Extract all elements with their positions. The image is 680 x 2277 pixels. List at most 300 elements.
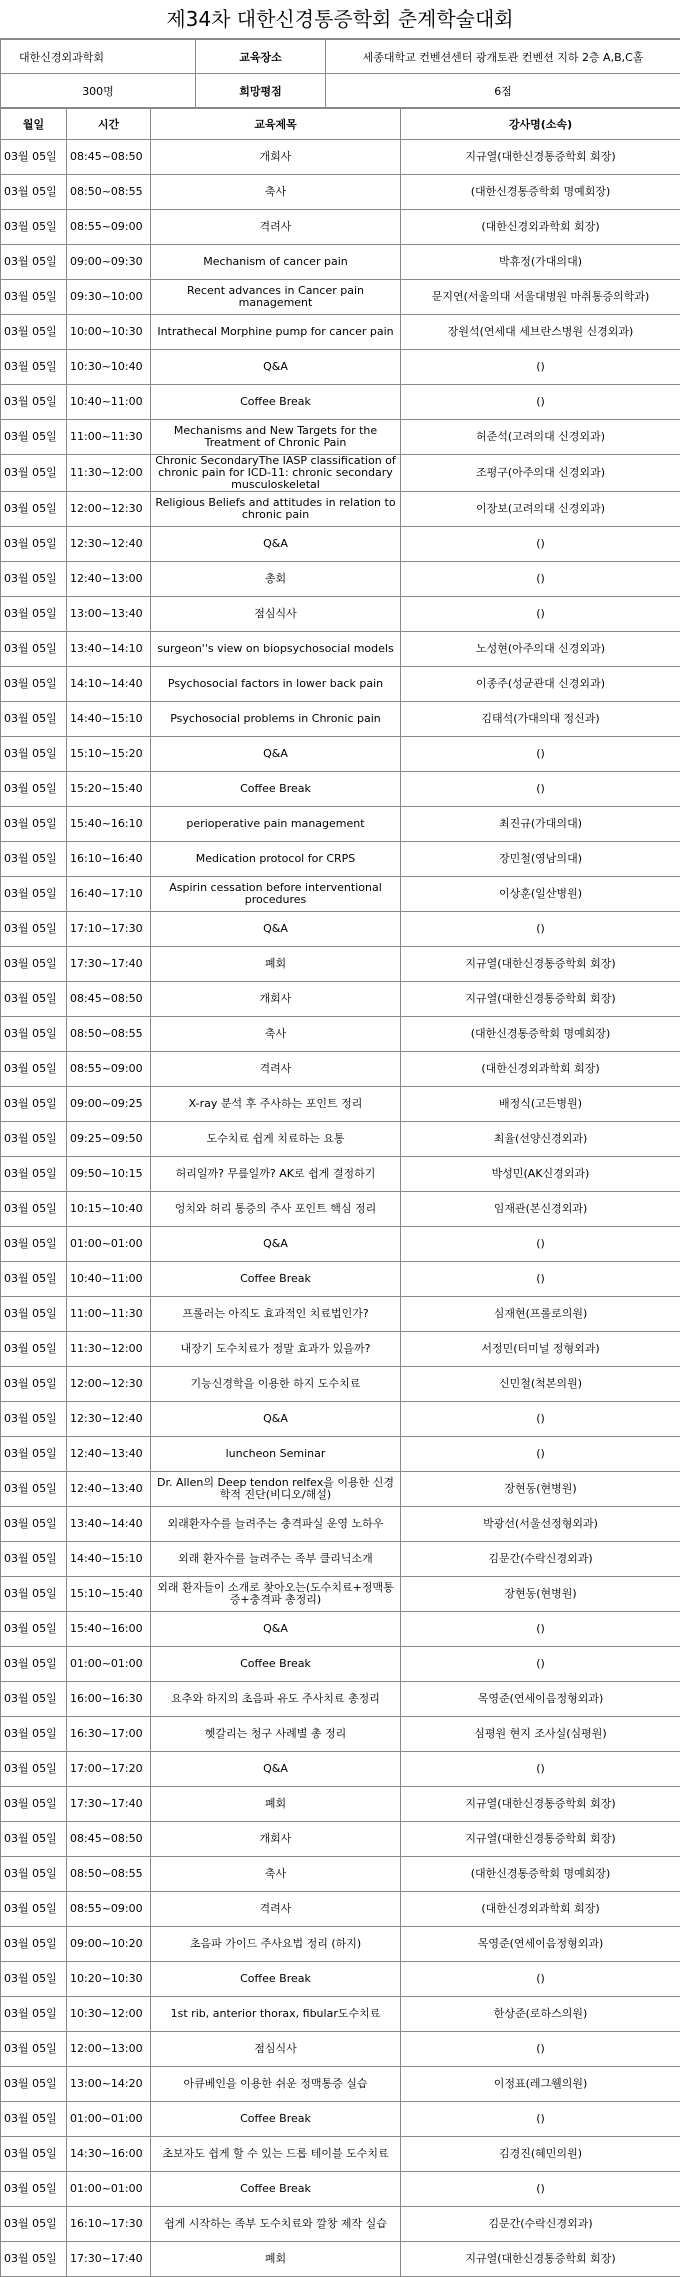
- table-row: [1, 1927, 680, 1962]
- date-cell: 03월 05일: [1, 947, 67, 982]
- time-cell: 09:00~09:25: [67, 1087, 151, 1122]
- date-cell: 03월 05일: [1, 140, 67, 175]
- title-cell: Recent advances in Cancer pain management: [151, 280, 401, 315]
- date-cell: 03월 05일: [1, 1402, 67, 1437]
- title-cell: Q&A: [151, 1402, 401, 1437]
- title-cell: 폐회: [151, 947, 401, 982]
- table-row: [1, 1787, 680, 1822]
- title-cell: 기능신경학을 이용한 하지 도수치료: [151, 1367, 401, 1402]
- date-cell: 03월 05일: [1, 1472, 67, 1507]
- speaker-cell: 김문간(수락신경외과): [401, 2207, 680, 2242]
- speaker-cell: 배정식(고든병원): [401, 1087, 680, 1122]
- time-cell: 13:00~14:20: [67, 2067, 151, 2102]
- speaker-cell: 박성민(AK신경외과): [401, 1157, 680, 1192]
- title-cell: 폐회: [151, 1787, 401, 1822]
- table-row: [1, 455, 680, 492]
- title-cell: 개회사: [151, 140, 401, 175]
- location-cell: 세종대학교 컨벤션센터 광개토관 컨벤션 지하 2층 A,B,C홀: [326, 40, 680, 74]
- title-cell: surgeon''s view on biopsychosocial models: [151, 632, 401, 667]
- table-row: [1, 877, 680, 912]
- col-speaker-header: 강사명(소속): [401, 109, 680, 140]
- time-cell: 10:30~12:00: [67, 1997, 151, 2032]
- speaker-cell: 임재관(본신경외과): [401, 1192, 680, 1227]
- speaker-cell: 한상준(로하스의원): [401, 1997, 680, 2032]
- time-cell: 15:10~15:40: [67, 1577, 151, 1612]
- table-row: [1, 807, 680, 842]
- speaker-cell: (): [401, 1262, 680, 1297]
- table-row: [1, 140, 680, 175]
- date-cell: 03월 05일: [1, 2032, 67, 2067]
- speaker-cell: (대한신경통증학회 명예회장): [401, 175, 680, 210]
- schedule-body: [1, 140, 680, 2277]
- time-cell: 10:40~11:00: [67, 1262, 151, 1297]
- speaker-cell: (): [401, 912, 680, 947]
- date-cell: 03월 05일: [1, 1192, 67, 1227]
- title-cell: Psychosocial problems in Chronic pain: [151, 702, 401, 737]
- title-cell: Dr. Allen의 Deep tendon relfex을 이용한 신경학적 진단(비디오/해설): [151, 1472, 401, 1507]
- title-cell: Aspirin cessation before interventional procedures: [151, 877, 401, 912]
- host-cell: 대한신경외과학회: [1, 40, 196, 74]
- time-cell: 08:45~08:50: [67, 982, 151, 1017]
- title-cell: perioperative pain management: [151, 807, 401, 842]
- table-row: [1, 1402, 680, 1437]
- speaker-cell: 목영준(연세이음정형외과): [401, 1682, 680, 1717]
- speaker-cell: (): [401, 737, 680, 772]
- title-cell: 개회사: [151, 1822, 401, 1857]
- speaker-cell: (): [401, 1437, 680, 1472]
- date-cell: 03월 05일: [1, 1367, 67, 1402]
- speaker-cell: 지규열(대한신경통증학회 회장): [401, 982, 680, 1017]
- speaker-cell: 서정민(터미널 정형외과): [401, 1332, 680, 1367]
- time-cell: 08:45~08:50: [67, 1822, 151, 1857]
- title-cell: Q&A: [151, 350, 401, 385]
- table-row: [1, 1717, 680, 1752]
- speaker-cell: 최진규(가대의대): [401, 807, 680, 842]
- speaker-cell: 장원석(연세대 세브란스병원 신경외과): [401, 315, 680, 350]
- time-cell: 17:30~17:40: [67, 2242, 151, 2277]
- speaker-cell: (): [401, 385, 680, 420]
- time-cell: 16:30~17:00: [67, 1717, 151, 1752]
- date-cell: 03월 05일: [1, 2242, 67, 2277]
- date-cell: 03월 05일: [1, 1612, 67, 1647]
- time-cell: 14:40~15:10: [67, 702, 151, 737]
- time-cell: 16:10~16:40: [67, 842, 151, 877]
- time-cell: 15:40~16:00: [67, 1612, 151, 1647]
- speaker-cell: 장현동(현병원): [401, 1577, 680, 1612]
- title-cell: Coffee Break: [151, 772, 401, 807]
- table-row: [1, 1332, 680, 1367]
- title-cell: Coffee Break: [151, 2172, 401, 2207]
- speaker-cell: (): [401, 1402, 680, 1437]
- title-cell: 폐회: [151, 2242, 401, 2277]
- speaker-cell: 신민철(척본의원): [401, 1367, 680, 1402]
- table-row: [1, 1087, 680, 1122]
- time-cell: 08:55~09:00: [67, 1892, 151, 1927]
- date-cell: 03월 05일: [1, 2102, 67, 2137]
- speaker-cell: 이정표(레그웰의원): [401, 2067, 680, 2102]
- speaker-cell: 목영준(연세이음정형외과): [401, 1927, 680, 1962]
- time-cell: 09:00~09:30: [67, 245, 151, 280]
- table-row: [1, 385, 680, 420]
- title-cell: Chronic SecondaryThe IASP classification of chronic pain for ICD-11: chronic secondary musculoskeletal: [151, 455, 401, 492]
- title-cell: 아큐베인을 이용한 쉬운 정맥통증 실습: [151, 2067, 401, 2102]
- table-row: [1, 1052, 680, 1087]
- date-cell: 03월 05일: [1, 1437, 67, 1472]
- speaker-cell: 이종주(성균관대 신경외과): [401, 667, 680, 702]
- speaker-cell: (대한신경통증학회 명예회장): [401, 1857, 680, 1892]
- time-cell: 15:40~16:10: [67, 807, 151, 842]
- table-row: [1, 947, 680, 982]
- date-cell: 03월 05일: [1, 1507, 67, 1542]
- title-cell: 점심식사: [151, 597, 401, 632]
- speaker-cell: 지규열(대한신경통증학회 회장): [401, 140, 680, 175]
- speaker-cell: (): [401, 1962, 680, 1997]
- date-cell: 03월 05일: [1, 350, 67, 385]
- title-cell: Medication protocol for CRPS: [151, 842, 401, 877]
- time-cell: 08:45~08:50: [67, 140, 151, 175]
- speaker-cell: 이상훈(일산병원): [401, 877, 680, 912]
- title-cell: luncheon Seminar: [151, 1437, 401, 1472]
- time-cell: 10:30~10:40: [67, 350, 151, 385]
- info-table: [0, 39, 680, 108]
- speaker-cell: 김문간(수락신경외과): [401, 1542, 680, 1577]
- date-cell: 03월 05일: [1, 562, 67, 597]
- date-cell: 03월 05일: [1, 1787, 67, 1822]
- title-cell: 초보자도 쉽게 할 수 있는 드롭 테이블 도수치료: [151, 2137, 401, 2172]
- time-cell: 13:00~13:40: [67, 597, 151, 632]
- date-cell: 03월 05일: [1, 1997, 67, 2032]
- date-cell: 03월 05일: [1, 632, 67, 667]
- title-cell: 점심식사: [151, 2032, 401, 2067]
- time-cell: 10:20~10:30: [67, 1962, 151, 1997]
- title-cell: Q&A: [151, 912, 401, 947]
- time-cell: 12:30~12:40: [67, 527, 151, 562]
- table-row: [1, 2242, 680, 2277]
- time-cell: 01:00~01:00: [67, 2172, 151, 2207]
- time-cell: 12:00~12:30: [67, 1367, 151, 1402]
- title-cell: Coffee Break: [151, 1647, 401, 1682]
- date-cell: 03월 05일: [1, 2207, 67, 2242]
- title-cell: 총회: [151, 562, 401, 597]
- score-label: 희망평점: [196, 74, 326, 108]
- date-cell: 03월 05일: [1, 597, 67, 632]
- date-cell: 03월 05일: [1, 210, 67, 245]
- time-cell: 08:50~08:55: [67, 175, 151, 210]
- time-cell: 15:10~15:20: [67, 737, 151, 772]
- header-row: [1, 109, 680, 140]
- speaker-cell: 조평구(아주의대 신경외과): [401, 455, 680, 492]
- time-cell: 13:40~14:10: [67, 632, 151, 667]
- table-row: [1, 632, 680, 667]
- speaker-cell: (): [401, 1647, 680, 1682]
- time-cell: 09:30~10:00: [67, 280, 151, 315]
- table-row: [1, 1192, 680, 1227]
- title-cell: 엉치와 허리 통증의 주사 포인트 핵심 정리: [151, 1192, 401, 1227]
- date-cell: 03월 05일: [1, 280, 67, 315]
- table-row: [1, 245, 680, 280]
- title-cell: 격려사: [151, 210, 401, 245]
- date-cell: 03월 05일: [1, 1332, 67, 1367]
- date-cell: 03월 05일: [1, 1752, 67, 1787]
- title-cell: Psychosocial factors in lower back pain: [151, 667, 401, 702]
- speaker-cell: 지규열(대한신경통증학회 회장): [401, 2242, 680, 2277]
- speaker-cell: (): [401, 772, 680, 807]
- table-row: [1, 1577, 680, 1612]
- title-cell: Religious Beliefs and attitudes in relation to chronic pain: [151, 492, 401, 527]
- time-cell: 12:00~12:30: [67, 492, 151, 527]
- date-cell: 03월 05일: [1, 1892, 67, 1927]
- table-row: [1, 2207, 680, 2242]
- info-row: [1, 74, 680, 108]
- date-cell: 03월 05일: [1, 2137, 67, 2172]
- time-cell: 08:55~09:00: [67, 1052, 151, 1087]
- title-cell: 격려사: [151, 1052, 401, 1087]
- time-cell: 10:15~10:40: [67, 1192, 151, 1227]
- time-cell: 13:40~14:40: [67, 1507, 151, 1542]
- title-cell: 축사: [151, 175, 401, 210]
- date-cell: 03월 05일: [1, 492, 67, 527]
- speaker-cell: (대한신경통증학회 명예회장): [401, 1017, 680, 1052]
- speaker-cell: 이장보(고려의대 신경외과): [401, 492, 680, 527]
- date-cell: 03월 05일: [1, 1717, 67, 1752]
- table-row: [1, 492, 680, 527]
- date-cell: 03월 05일: [1, 877, 67, 912]
- time-cell: 11:30~12:00: [67, 1332, 151, 1367]
- time-cell: 12:30~12:40: [67, 1402, 151, 1437]
- speaker-cell: 심평원 현지 조사실(심평원): [401, 1717, 680, 1752]
- date-cell: 03월 05일: [1, 1157, 67, 1192]
- title-cell: 개회사: [151, 982, 401, 1017]
- table-row: [1, 175, 680, 210]
- time-cell: 08:50~08:55: [67, 1017, 151, 1052]
- title-cell: 외래환자수를 늘려주는 충격파실 운영 노하우: [151, 1507, 401, 1542]
- time-cell: 10:00~10:30: [67, 315, 151, 350]
- speaker-cell: (): [401, 597, 680, 632]
- table-row: [1, 667, 680, 702]
- table-row: [1, 842, 680, 877]
- date-cell: 03월 05일: [1, 1822, 67, 1857]
- time-cell: 16:10~17:30: [67, 2207, 151, 2242]
- title-cell: 도수치료 쉽게 치료하는 요통: [151, 1122, 401, 1157]
- title-cell: Coffee Break: [151, 2102, 401, 2137]
- date-cell: 03월 05일: [1, 1017, 67, 1052]
- table-row: [1, 1892, 680, 1927]
- table-row: [1, 1962, 680, 1997]
- title-cell: X-ray 분석 후 주사하는 포인트 정리: [151, 1087, 401, 1122]
- info-row: [1, 40, 680, 74]
- table-row: [1, 1612, 680, 1647]
- table-row: [1, 2172, 680, 2207]
- table-row: [1, 527, 680, 562]
- time-cell: 14:10~14:40: [67, 667, 151, 702]
- time-cell: 17:30~17:40: [67, 947, 151, 982]
- title-cell: 초음파 가이드 주사요법 정리 (하지): [151, 1927, 401, 1962]
- date-cell: 03월 05일: [1, 1052, 67, 1087]
- time-cell: 16:00~16:30: [67, 1682, 151, 1717]
- title-cell: 허리일까? 무릎일까? AK로 쉽게 결정하기: [151, 1157, 401, 1192]
- speaker-cell: 지규열(대한신경통증학회 회장): [401, 1822, 680, 1857]
- date-cell: 03월 05일: [1, 315, 67, 350]
- location-label: 교육장소: [196, 40, 326, 74]
- table-row: [1, 1367, 680, 1402]
- table-row: [1, 1472, 680, 1507]
- date-cell: 03월 05일: [1, 1297, 67, 1332]
- date-cell: 03월 05일: [1, 175, 67, 210]
- date-cell: 03월 05일: [1, 1857, 67, 1892]
- title-cell: Q&A: [151, 1227, 401, 1262]
- table-row: [1, 280, 680, 315]
- date-cell: 03월 05일: [1, 1122, 67, 1157]
- title-cell: 외래 환자들이 소개로 찾아오는(도수치료+정맥통증+충격파 총정리): [151, 1577, 401, 1612]
- table-row: [1, 1507, 680, 1542]
- table-row: [1, 562, 680, 597]
- date-cell: 03월 05일: [1, 1682, 67, 1717]
- date-cell: 03월 05일: [1, 1577, 67, 1612]
- speaker-cell: (대한신경외과학회 회장): [401, 1892, 680, 1927]
- speaker-cell: 지규열(대한신경통증학회 회장): [401, 947, 680, 982]
- speaker-cell: 허준석(고려의대 신경외과): [401, 420, 680, 455]
- time-cell: 16:40~17:10: [67, 877, 151, 912]
- speaker-cell: (): [401, 2032, 680, 2067]
- date-cell: 03월 05일: [1, 982, 67, 1017]
- date-cell: 03월 05일: [1, 527, 67, 562]
- time-cell: 17:30~17:40: [67, 1787, 151, 1822]
- score-cell: 6점: [326, 74, 680, 108]
- table-row: [1, 1437, 680, 1472]
- time-cell: 01:00~01:00: [67, 1647, 151, 1682]
- table-row: [1, 420, 680, 455]
- time-cell: 11:30~12:00: [67, 455, 151, 492]
- time-cell: 12:40~13:00: [67, 562, 151, 597]
- table-row: [1, 2067, 680, 2102]
- speaker-cell: 박광선(서울선정형외과): [401, 1507, 680, 1542]
- title-cell: 내장기 도수치료가 정말 효과가 있을까?: [151, 1332, 401, 1367]
- table-row: [1, 1297, 680, 1332]
- table-row: [1, 1157, 680, 1192]
- time-cell: 08:55~09:00: [67, 210, 151, 245]
- table-row: [1, 1262, 680, 1297]
- table-row: [1, 1647, 680, 1682]
- page-title: 제34차 대한신경통증학회 춘계학술대회: [0, 0, 680, 39]
- table-row: [1, 350, 680, 385]
- time-cell: 11:00~11:30: [67, 420, 151, 455]
- date-cell: 03월 05일: [1, 772, 67, 807]
- table-row: [1, 1122, 680, 1157]
- table-row: [1, 737, 680, 772]
- title-cell: 헷갈리는 청구 사례별 총 정리: [151, 1717, 401, 1752]
- date-cell: 03월 05일: [1, 1927, 67, 1962]
- time-cell: 09:50~10:15: [67, 1157, 151, 1192]
- speaker-cell: (): [401, 1612, 680, 1647]
- date-cell: 03월 05일: [1, 667, 67, 702]
- title-cell: Coffee Break: [151, 385, 401, 420]
- title-cell: 프롤러는 아직도 효과적인 치료법인가?: [151, 1297, 401, 1332]
- date-cell: 03월 05일: [1, 842, 67, 877]
- date-cell: 03월 05일: [1, 245, 67, 280]
- title-cell: Mechanisms and New Targets for the Treatment of Chronic Pain: [151, 420, 401, 455]
- title-cell: Q&A: [151, 527, 401, 562]
- date-cell: 03월 05일: [1, 1262, 67, 1297]
- time-cell: 08:50~08:55: [67, 1857, 151, 1892]
- date-cell: 03월 05일: [1, 1227, 67, 1262]
- title-cell: Q&A: [151, 1612, 401, 1647]
- date-cell: 03월 05일: [1, 912, 67, 947]
- time-cell: 12:40~13:40: [67, 1472, 151, 1507]
- title-cell: 요추와 하지의 초음파 유도 주사치료 총정리: [151, 1682, 401, 1717]
- speaker-cell: (대한신경외과학회 회장): [401, 1052, 680, 1087]
- speaker-cell: (): [401, 2172, 680, 2207]
- time-cell: 09:25~09:50: [67, 1122, 151, 1157]
- time-cell: 14:30~16:00: [67, 2137, 151, 2172]
- time-cell: 14:40~15:10: [67, 1542, 151, 1577]
- table-row: [1, 702, 680, 737]
- title-cell: Mechanism of cancer pain: [151, 245, 401, 280]
- time-cell: 09:00~10:20: [67, 1927, 151, 1962]
- time-cell: 10:40~11:00: [67, 385, 151, 420]
- table-row: [1, 1542, 680, 1577]
- title-cell: 격려사: [151, 1892, 401, 1927]
- date-cell: 03월 05일: [1, 2067, 67, 2102]
- speaker-cell: 장민철(영남의대): [401, 842, 680, 877]
- speaker-cell: (): [401, 1227, 680, 1262]
- time-cell: 17:00~17:20: [67, 1752, 151, 1787]
- table-row: [1, 2032, 680, 2067]
- title-cell: 1st rib, anterior thorax, fibular도수치료: [151, 1997, 401, 2032]
- date-cell: 03월 05일: [1, 455, 67, 492]
- date-cell: 03월 05일: [1, 385, 67, 420]
- title-cell: Q&A: [151, 737, 401, 772]
- speaker-cell: (): [401, 2102, 680, 2137]
- table-row: [1, 982, 680, 1017]
- time-cell: 12:00~13:00: [67, 2032, 151, 2067]
- col-date-header: 월일: [1, 109, 67, 140]
- title-cell: Q&A: [151, 1752, 401, 1787]
- speaker-cell: 심재현(프롤로의원): [401, 1297, 680, 1332]
- title-cell: 외래 환자수를 늘려주는 족부 클리닉소개: [151, 1542, 401, 1577]
- table-row: [1, 1017, 680, 1052]
- date-cell: 03월 05일: [1, 1647, 67, 1682]
- time-cell: 15:20~15:40: [67, 772, 151, 807]
- date-cell: 03월 05일: [1, 807, 67, 842]
- table-row: [1, 315, 680, 350]
- time-cell: 01:00~01:00: [67, 1227, 151, 1262]
- speaker-cell: (): [401, 562, 680, 597]
- title-cell: 축사: [151, 1017, 401, 1052]
- table-row: [1, 1857, 680, 1892]
- speaker-cell: (): [401, 527, 680, 562]
- table-row: [1, 2137, 680, 2172]
- table-row: [1, 912, 680, 947]
- table-row: [1, 1822, 680, 1857]
- date-cell: 03월 05일: [1, 420, 67, 455]
- table-row: [1, 1682, 680, 1717]
- title-cell: Coffee Break: [151, 1262, 401, 1297]
- speaker-cell: (): [401, 1752, 680, 1787]
- title-cell: Intrathecal Morphine pump for cancer pain: [151, 315, 401, 350]
- time-cell: 17:10~17:30: [67, 912, 151, 947]
- table-row: [1, 772, 680, 807]
- date-cell: 03월 05일: [1, 2172, 67, 2207]
- date-cell: 03월 05일: [1, 1087, 67, 1122]
- col-time-header: 시간: [67, 109, 151, 140]
- speaker-cell: 문지연(서울의대 서울대병원 마취통증의학과): [401, 280, 680, 315]
- table-row: [1, 210, 680, 245]
- time-cell: 12:40~13:40: [67, 1437, 151, 1472]
- speaker-cell: (): [401, 350, 680, 385]
- speaker-cell: 김태석(가대의대 정신과): [401, 702, 680, 737]
- table-row: [1, 1997, 680, 2032]
- date-cell: 03월 05일: [1, 702, 67, 737]
